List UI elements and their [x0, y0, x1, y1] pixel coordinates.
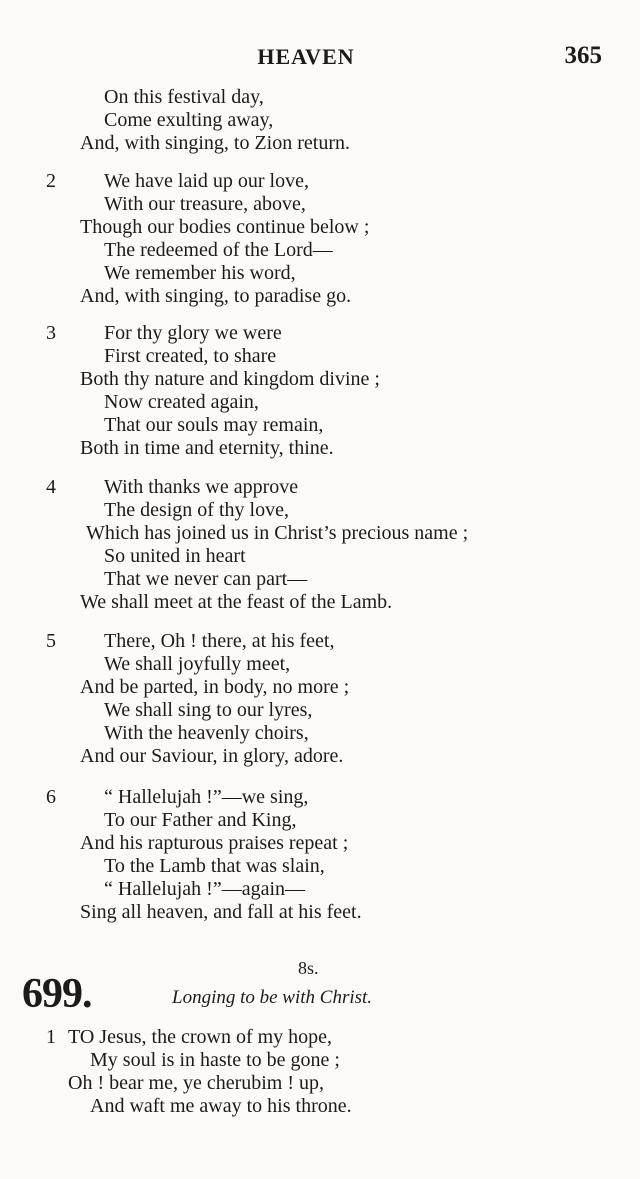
verse-line: To our Father and King,: [104, 809, 297, 831]
verse-line: We shall sing to our lyres,: [104, 699, 313, 721]
page-header-title: HEAVEN: [257, 44, 355, 69]
hymn-title: Longing to be with Christ.: [172, 987, 373, 1008]
verse-line: We shall joyfully meet,: [104, 653, 291, 675]
stanza-number: 3: [46, 322, 56, 344]
verse-line: And, with singing, to Zion return.: [80, 132, 350, 154]
verse-line: And be parted, in body, no more ;: [80, 676, 350, 698]
verse-line: TO Jesus, the crown of my hope,: [68, 1026, 333, 1048]
verse-line: With thanks we approve: [104, 476, 299, 498]
verse-line: Now created again,: [104, 391, 259, 413]
verse-line: First created, to share: [104, 345, 277, 367]
stanza-number: 5: [46, 630, 56, 652]
verse-line: And waft me away to his throne.: [90, 1095, 352, 1117]
stanza-number: 4: [46, 476, 56, 498]
stanza-number: 6: [46, 786, 56, 808]
verse-line: We remember his word,: [104, 262, 296, 284]
verse-line: On this festival day,: [104, 86, 264, 108]
verse-line: “ Hallelujah !”—we sing,: [104, 786, 309, 808]
stanza-number: 2: [46, 170, 56, 192]
verse-line: Though our bodies continue below ;: [80, 216, 370, 238]
verse-line: The redeemed of the Lord—: [104, 239, 333, 261]
verse-line: And his rapturous praises repeat ;: [80, 832, 349, 854]
verse-line: “ Hallelujah !”—again—: [104, 878, 306, 900]
verse-line: Both thy nature and kingdom divine ;: [80, 368, 380, 390]
verse-line: Sing all heaven, and fall at his feet.: [80, 901, 362, 923]
verse-line: That our souls may remain,: [104, 414, 324, 436]
verse-line: With the heavenly choirs,: [104, 722, 309, 744]
verse-line: So united in heart: [104, 545, 246, 567]
verse-line: We have laid up our love,: [104, 170, 309, 192]
verse-line: And our Saviour, in glory, adore.: [80, 745, 344, 767]
verse-line: Both in time and eternity, thine.: [80, 437, 334, 459]
stanza-number: 1: [46, 1026, 56, 1048]
verse-line: For thy glory we were: [104, 322, 282, 344]
verse-line: Which has joined us in Christ’s precious name ;: [86, 522, 469, 544]
verse-line: And, with singing, to paradise go.: [80, 285, 352, 307]
verse-line: There, Oh ! there, at his feet,: [104, 630, 335, 652]
verse-line: Oh ! bear me, ye cherubim ! up,: [68, 1072, 325, 1094]
hymn-meter: 8s.: [298, 958, 319, 978]
verse-line: Come exulting away,: [104, 109, 274, 131]
verse-line: To the Lamb that was slain,: [104, 855, 325, 877]
verse-line: That we never can part—: [104, 568, 308, 590]
verse-line: The design of thy love,: [104, 499, 289, 521]
hymn-number: 699.: [22, 971, 92, 1017]
verse-line: We shall meet at the feast of the Lamb.: [80, 591, 393, 613]
page-number: 365: [564, 42, 602, 69]
verse-line: With our treasure, above,: [104, 193, 306, 215]
verse-line: My soul is in haste to be gone ;: [90, 1049, 340, 1071]
